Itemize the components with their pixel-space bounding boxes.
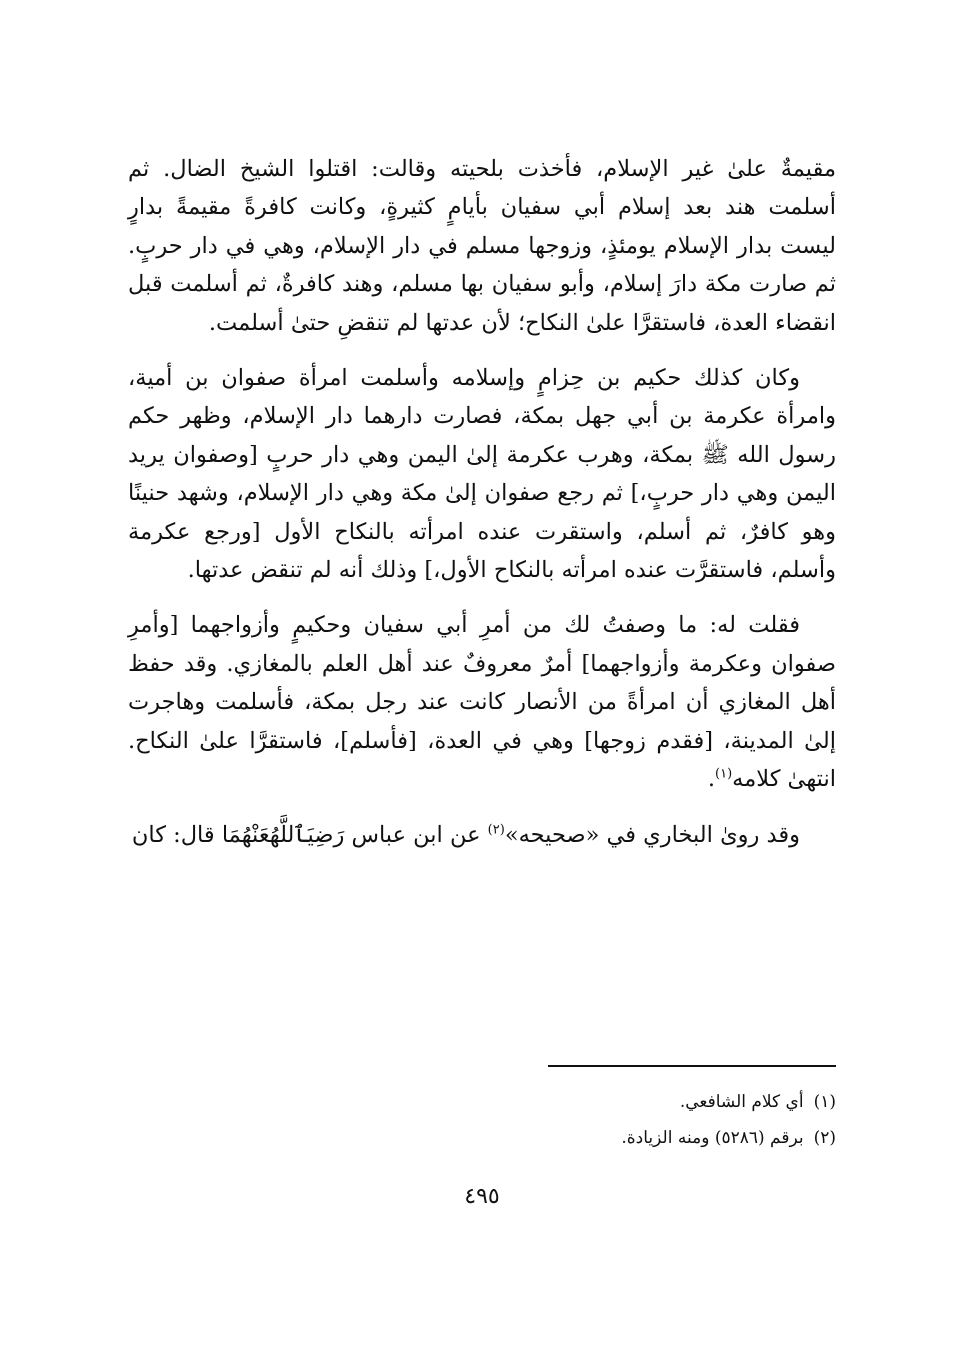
footnote-1: [128, 1084, 836, 1120]
paragraph-3-text: فقلت له: ما وصفتُ لك من أمرِ أبي سفيان وحكيمٍ وأزواجهما [وأمرِ صفوان وعكرمة وأزواجهما] أمرٌ معروفٌ عند أهل العلم بالمغازي. وقد حفظ أهل المغازي أن امرأةً من الأنصار كانت عند رجل بمكة، فأسلمت وهاجرت إلىٰ المدينة، [فقدم زوجها] وهي في العدة، [فأسلم]، فاستقرَّا علىٰ النكاح. انتهىٰ كلامه: [128, 612, 836, 793]
footnote-ref-1[interactable]: (١): [715, 766, 733, 782]
footnote-2: [128, 1120, 836, 1156]
paragraph-3: [128, 606, 836, 798]
footnote-text: برقم (٥٢٨٦) ومنه الزيادة.: [621, 1128, 804, 1148]
paragraph-4-text-a: وقد روىٰ البخاري في «صحيحه»: [504, 821, 800, 848]
main-text: [128, 150, 836, 871]
page-number: ٤٩٥: [464, 1184, 500, 1209]
paragraph-4: [128, 816, 836, 854]
footnote-divider: [548, 1065, 836, 1067]
paragraph-1: مقيمةٌ علىٰ غير الإسلام، فأخذت بلحيته وقالت: اقتلوا الشيخ الضال. ثم أسلمت هند بعد إسلام أبي سفيان بأيامٍ كثيرةٍ، وكانت كافرةً مقيمةً بدارٍ ليست بدار الإسلام يومئذٍ، وزوجها مسلم في دار الإسلام، وهي في دار حربٍ. ثم صارت مكة دارَ إسلام، وأبو سفيان بها مسلم، وهند كافرةٌ، ثم أسلمت قبل انقضاء العدة، فاستقرَّا علىٰ النكاح؛ لأن عدتها لم تنقضِ حتىٰ أسلمت.: [128, 156, 836, 336]
paragraph-4-text-b: عن ابن عباس رَضِيَٱللَّهُعَنْهُمَا قال: كان: [131, 821, 488, 848]
footnotes: [128, 1084, 836, 1156]
footnote-number: (١): [813, 1092, 836, 1112]
paragraph-3-end: .: [707, 766, 716, 793]
footnote-ref-2[interactable]: (٢): [487, 822, 505, 837]
footnote-number: (٢): [813, 1128, 836, 1148]
footnote-text: أي كلام الشافعي.: [679, 1092, 804, 1112]
paragraph-2: وكان كذلك حكيم بن حِزامٍ وإسلامه وأسلمت امرأة صفوان بن أمية، وامرأة عكرمة بن أبي جهل بمكة، فصارت دارهما دار الإسلام، وظهر حكم رسول الله ﷺ بمكة، وهرب عكرمة إلىٰ اليمن وهي دار حربٍ [وصفوان يريد اليمن وهي دار حربٍ،] ثم رجع صفوان إلىٰ مكة وهي دار الإسلام، وشهد حنينًا وهو كافرٌ، ثم أسلم، واستقرت عنده امرأته بالنكاح الأول [ورجع عكرمة وأسلم، فاستقرَّت عنده امرأته بالنكاح الأول،] وذلك أنه لم تنقض عدتها.: [128, 365, 836, 584]
